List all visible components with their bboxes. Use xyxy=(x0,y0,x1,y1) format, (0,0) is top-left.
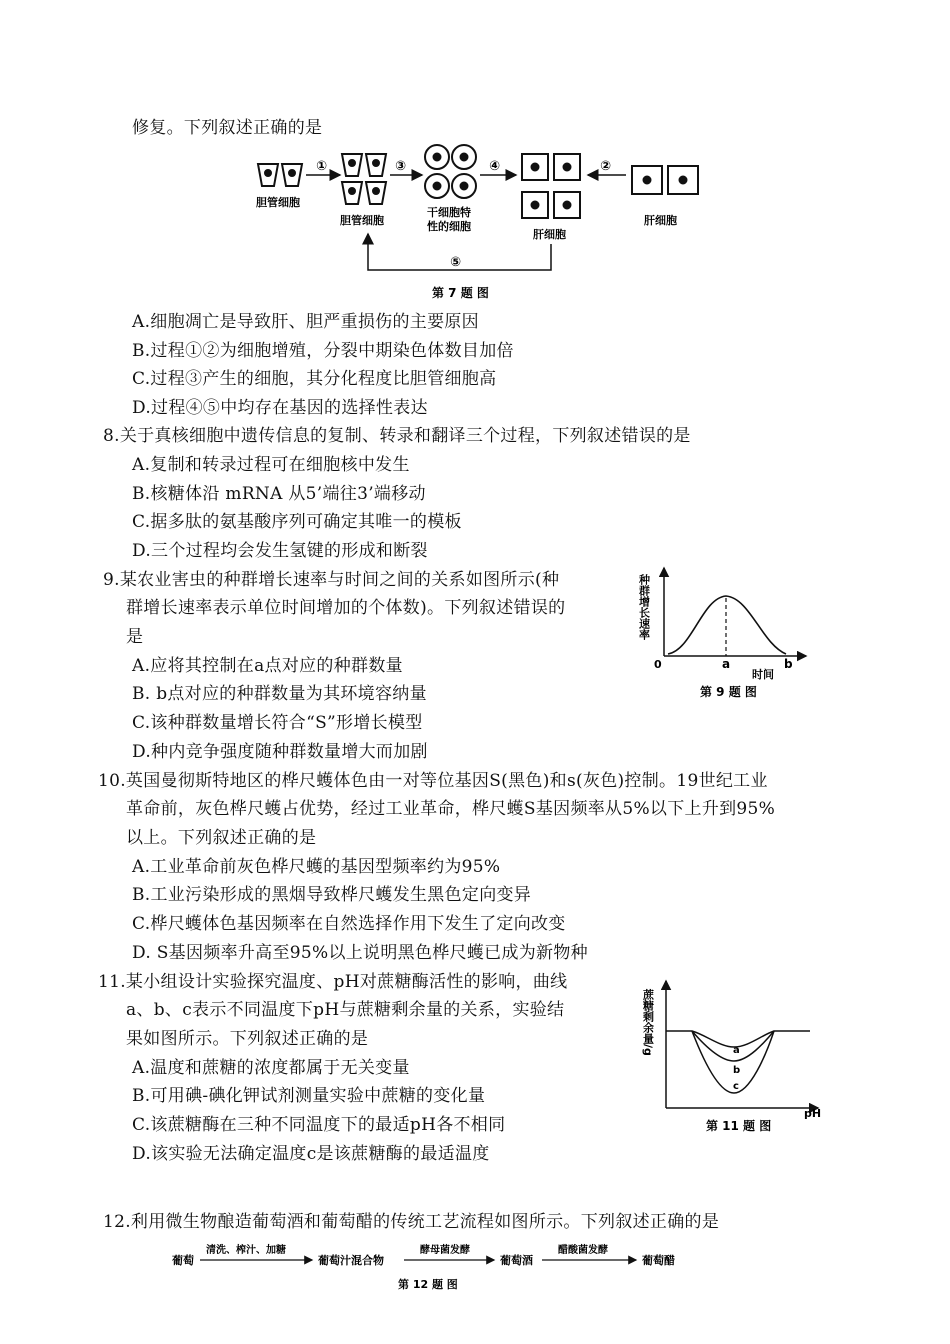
step-4: ④ xyxy=(489,159,501,174)
q9-option-c: C.该种群数量增长符合“S”形增长模型 xyxy=(132,713,423,733)
q11-figure xyxy=(640,975,830,1144)
q9-option-d: D.种内竞争强度随种群数量增大而加剧 xyxy=(132,742,428,762)
q11-label-a: a xyxy=(733,1045,740,1056)
q8-stem: 8.关于真核细胞中遗传信息的复制、转录和翻译三个过程，下列叙述错误的是 xyxy=(103,426,691,446)
q11-label-b: b xyxy=(733,1065,741,1076)
q11-caption: 第 11 题 图 xyxy=(706,1119,772,1133)
liver-cells-right xyxy=(632,166,698,194)
q7-option-a: A.细胞凋亡是导致肝、胆严重损伤的主要原因 xyxy=(132,312,479,332)
q11-option-c: C.该蔗糖酶在三种不同温度下的最适pH各不相同 xyxy=(132,1115,506,1135)
flow-node-vinegar: 葡萄醋 xyxy=(642,1254,675,1267)
q9-point-a: a xyxy=(722,657,731,671)
q9-caption: 第 9 题 图 xyxy=(700,685,757,699)
label-stem-line2: 性的细胞 xyxy=(427,220,471,233)
flow-node-wine: 葡萄酒 xyxy=(500,1254,533,1267)
q9-option-a: A.应将其控制在a点对应的种群数量 xyxy=(132,656,403,676)
q9-xlabel: 时间 xyxy=(752,668,774,681)
q12-stem: 12.利用微生物酿造葡萄酒和葡萄醋的传统工艺流程如图所示。下列叙述正确的是 xyxy=(103,1212,720,1232)
bile-cells-mid xyxy=(342,154,386,204)
q8-option-b: B.核糖体沿 mRNA 从5’端往3’端移动 xyxy=(132,484,426,504)
step-1: ① xyxy=(316,159,328,174)
q10-stem-line3: 以上。下列叙述正确的是 xyxy=(126,828,317,848)
step-3: ③ xyxy=(395,159,407,174)
q10-option-c: C.桦尺蠖体色基因频率在自然选择作用下发生了定向改变 xyxy=(132,914,566,934)
flow-node-juice-mix: 葡萄汁混合物 xyxy=(318,1254,384,1267)
q10-option-b: B.工业污染形成的黑烟导致桦尺蠖发生黑色定向变异 xyxy=(132,885,532,905)
q10-option-d: D. S基因频率升高至95%以上说明黑色桦尺蠖已成为新物种 xyxy=(132,943,588,963)
q7-caption: 第 7 题 图 xyxy=(432,286,489,300)
stem-like-cells xyxy=(425,145,476,198)
step-5: ⑤ xyxy=(450,255,462,270)
q11-xlabel: pH xyxy=(804,1107,822,1120)
q11-label-c: c xyxy=(733,1081,739,1092)
label-liver-right: 肝细胞 xyxy=(644,214,677,227)
q9-figure xyxy=(630,562,820,711)
q11-option-a: A.温度和蔗糖的浓度都属于无关变量 xyxy=(132,1058,410,1078)
q11-option-d: D.该实验无法确定温度c是该蔗糖酶的最适温度 xyxy=(132,1144,490,1164)
q10-option-a: A.工业革命前灰色桦尺蠖的基因型频率约为95% xyxy=(132,857,501,877)
q11-stem-line2: a、b、c表示不同温度下pH与蔗糖剩余量的关系，实验结 xyxy=(126,1000,565,1020)
label-liver-mid: 肝细胞 xyxy=(533,228,566,241)
step-2: ② xyxy=(600,159,612,174)
q7-option-c: C.过程③产生的细胞，其分化程度比胆管细胞高 xyxy=(132,369,497,389)
label-bile-left: 胆管细胞 xyxy=(256,196,300,209)
bile-cells-left xyxy=(258,164,302,186)
label-stem-line1: 干细胞特 xyxy=(427,206,471,219)
q12-flow-figure xyxy=(172,1238,692,1302)
label-bile-mid: 胆管细胞 xyxy=(340,214,384,227)
q12-caption: 第 12 题 图 xyxy=(398,1278,458,1291)
q7-stem-tail: 修复。下列叙述正确的是 xyxy=(132,118,323,138)
q9-stem-line2: 群增长速率表示单位时间增加的个体数)。下列叙述错误的 xyxy=(126,598,566,618)
q8-option-a: A.复制和转录过程可在细胞核中发生 xyxy=(132,455,410,475)
flow-step-wash: 清洗、榨汁、加糖 xyxy=(206,1245,286,1256)
q11-stem-line1: 11.某小组设计实验探究温度、pH对蔗糖酶活性的影响，曲线 xyxy=(98,972,568,992)
q7-option-b: B.过程①②为细胞增殖，分裂中期染色体数目加倍 xyxy=(132,341,514,361)
q9-stem-line1: 9.某农业害虫的种群增长速率与时间之间的关系如图所示(种 xyxy=(103,570,560,590)
q11-option-b: B.可用碘-碘化钾试剂测量实验中蔗糖的变化量 xyxy=(132,1086,486,1106)
liver-cells-mid xyxy=(522,154,580,218)
q8-option-d: D.三个过程均会发生氢键的形成和断裂 xyxy=(132,541,428,561)
q9-growth-curve xyxy=(668,596,786,654)
q7-figure xyxy=(252,140,712,314)
flow-step-acetic: 醋酸菌发酵 xyxy=(558,1245,608,1256)
q11-stem-line3: 果如图所示。下列叙述正确的是 xyxy=(126,1029,369,1049)
q9-option-b: B. b点对应的种群数量为其环境容纳量 xyxy=(132,684,427,704)
q9-origin: 0 xyxy=(654,658,662,671)
q10-stem-line1: 10.英国曼彻斯特地区的桦尺蠖体色由一对等位基因S(黑色)和s(灰色)控制。19世纪工业 xyxy=(98,771,768,791)
q11-ylabel: 蔗糖剩余量/g xyxy=(641,989,655,1056)
flow-node-grape: 葡萄 xyxy=(172,1254,194,1267)
q7-option-d: D.过程④⑤中均存在基因的选择性表达 xyxy=(132,398,428,418)
q10-stem-line2: 革命前，灰色桦尺蠖占优势，经过工业革命，桦尺蠖S基因频率从5%以下上升到95% xyxy=(126,799,776,819)
flow-step-yeast: 酵母菌发酵 xyxy=(420,1245,470,1256)
q9-point-b: b xyxy=(784,657,793,671)
q8-option-c: C.据多肽的氨基酸序列可确定其唯一的模板 xyxy=(132,512,462,532)
q9-ylabel: 种群增长速率 xyxy=(637,574,651,640)
q9-stem-line3: 是 xyxy=(126,627,144,647)
